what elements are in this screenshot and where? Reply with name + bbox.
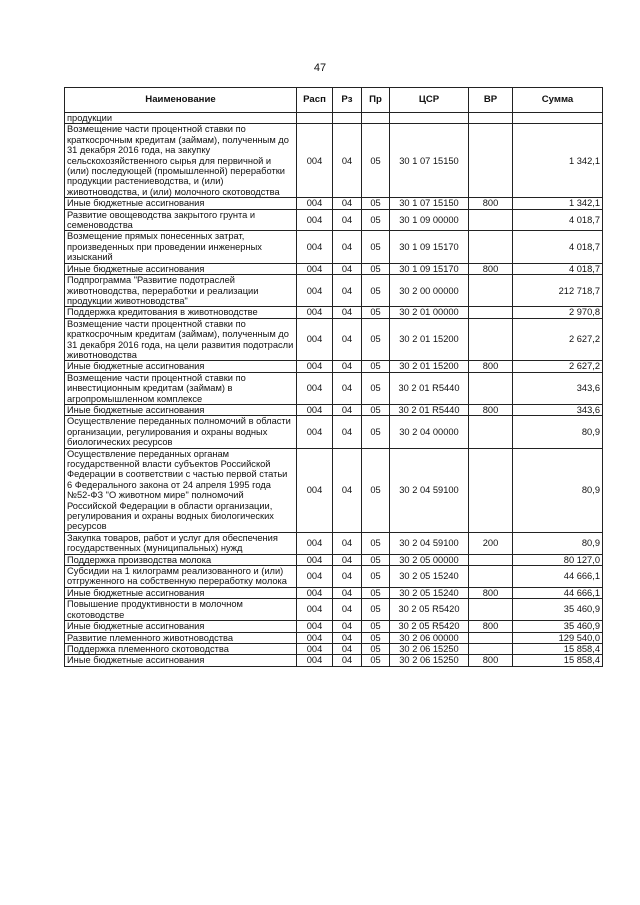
row-rz: 04: [333, 318, 362, 361]
row-rasp: 004: [297, 404, 333, 415]
row-rz: 04: [333, 532, 362, 554]
row-rz: 04: [333, 209, 362, 231]
row-name: Развитие племенного животноводства: [65, 632, 297, 643]
row-rasp: 004: [297, 587, 333, 598]
row-rasp: 004: [297, 566, 333, 588]
row-sum: 129 540,0: [513, 632, 603, 643]
row-sum: 2 627,2: [513, 361, 603, 372]
table-row: [65, 554, 603, 565]
table-header-row: [65, 88, 603, 113]
row-rasp: 004: [297, 361, 333, 372]
row-vr: [469, 318, 513, 361]
row-sum: 35 460,9: [513, 599, 603, 621]
row-sum: 80 127,0: [513, 554, 603, 565]
row-rz: 04: [333, 307, 362, 318]
row-name: Возмещение части процентной ставки по краткосрочным кредитам (займам), полученным до 31 декабря 2016 года, на закупку сельскохозяйственного сырья для первичной и (или) последующей (промышленной) переработки продукции растениеводства, и (или) животноводства, и (или) молочного скотоводства: [65, 124, 297, 198]
row-name: Иные бюджетные ассигнования: [65, 404, 297, 415]
table-row: [65, 113, 603, 124]
row-rz: 04: [333, 554, 362, 565]
row-rz: 04: [333, 231, 362, 263]
table-row: [65, 655, 603, 666]
row-csr: 30 2 06 15250: [390, 655, 469, 666]
row-pr: 05: [362, 632, 390, 643]
row-rz: [333, 113, 362, 124]
row-rasp: 004: [297, 372, 333, 404]
row-vr: [469, 307, 513, 318]
row-rasp: 004: [297, 554, 333, 565]
row-vr: [469, 416, 513, 448]
row-sum: 343,6: [513, 404, 603, 415]
row-rz: 04: [333, 275, 362, 307]
row-sum: 80,9: [513, 532, 603, 554]
table-row: [65, 621, 603, 632]
table-row: [65, 307, 603, 318]
row-rasp: 004: [297, 448, 333, 532]
table-row: [65, 124, 603, 198]
row-name: Поддержка племенного скотоводства: [65, 643, 297, 654]
row-sum: 4 018,7: [513, 231, 603, 263]
row-rz: 04: [333, 372, 362, 404]
row-pr: 05: [362, 416, 390, 448]
row-pr: 05: [362, 318, 390, 361]
row-csr: 30 2 01 15200: [390, 318, 469, 361]
row-vr: 800: [469, 587, 513, 598]
row-vr: 800: [469, 361, 513, 372]
row-pr: 05: [362, 554, 390, 565]
row-sum: 2 627,2: [513, 318, 603, 361]
row-sum: 35 460,9: [513, 621, 603, 632]
header-vr: ВР: [469, 88, 513, 113]
row-pr: 05: [362, 231, 390, 263]
header-pr: Пр: [362, 88, 390, 113]
row-rasp: 004: [297, 632, 333, 643]
row-csr: [390, 113, 469, 124]
row-vr: [469, 372, 513, 404]
row-csr: 30 2 04 00000: [390, 416, 469, 448]
row-rasp: 004: [297, 307, 333, 318]
row-csr: 30 2 06 15250: [390, 643, 469, 654]
row-pr: 05: [362, 448, 390, 532]
row-csr: 30 2 00 00000: [390, 275, 469, 307]
row-csr: 30 2 04 59100: [390, 448, 469, 532]
row-pr: 05: [362, 361, 390, 372]
row-rasp: 004: [297, 655, 333, 666]
row-name: Осуществление переданных органам государственной власти субъектов Российской Федерации в соответствии с частью первой статьи 6 Федерального закона от 24 апреля 1995 года №52-ФЗ "О животном мире" полномочий Российской Федерации в области организации, регулирования и охраны водных биологических ресурсов: [65, 448, 297, 532]
row-sum: 2 970,8: [513, 307, 603, 318]
row-name: Развитие овощеводства закрытого грунта и семеноводства: [65, 209, 297, 231]
row-rasp: 004: [297, 209, 333, 231]
row-name: Закупка товаров, работ и услуг для обеспечения государственных (муниципальных) нужд: [65, 532, 297, 554]
row-rz: 04: [333, 361, 362, 372]
row-rz: 04: [333, 198, 362, 209]
row-pr: 05: [362, 532, 390, 554]
row-sum: 212 718,7: [513, 275, 603, 307]
row-rasp: 004: [297, 198, 333, 209]
row-sum: 4 018,7: [513, 263, 603, 274]
row-csr: 30 1 09 15170: [390, 231, 469, 263]
row-vr: 800: [469, 263, 513, 274]
row-pr: 05: [362, 372, 390, 404]
row-csr: 30 2 05 15240: [390, 566, 469, 588]
row-name: Повышение продуктивности в молочном скотоводстве: [65, 599, 297, 621]
row-vr: [469, 275, 513, 307]
row-csr: 30 1 07 15150: [390, 124, 469, 198]
row-vr: [469, 231, 513, 263]
row-pr: 05: [362, 198, 390, 209]
row-rz: 04: [333, 416, 362, 448]
row-csr: 30 2 04 59100: [390, 532, 469, 554]
row-vr: [469, 209, 513, 231]
row-pr: 05: [362, 307, 390, 318]
table-row: [65, 318, 603, 361]
table-body: [65, 113, 603, 667]
row-rz: 04: [333, 587, 362, 598]
row-rz: 04: [333, 655, 362, 666]
row-vr: [469, 599, 513, 621]
row-csr: 30 2 01 R5440: [390, 404, 469, 415]
row-rz: 04: [333, 124, 362, 198]
row-sum: 15 858,4: [513, 643, 603, 654]
table-row: [65, 416, 603, 448]
row-rasp: [297, 113, 333, 124]
row-name: Поддержка производства молока: [65, 554, 297, 565]
row-vr: 800: [469, 655, 513, 666]
row-csr: 30 2 05 00000: [390, 554, 469, 565]
row-rz: 04: [333, 632, 362, 643]
table-row: [65, 587, 603, 598]
page-number: 47: [313, 62, 327, 74]
row-rz: 04: [333, 263, 362, 274]
row-rasp: 004: [297, 124, 333, 198]
row-rasp: 004: [297, 231, 333, 263]
row-rasp: 004: [297, 532, 333, 554]
row-rasp: 004: [297, 621, 333, 632]
row-rasp: 004: [297, 263, 333, 274]
row-sum: [513, 113, 603, 124]
row-vr: [469, 554, 513, 565]
row-vr: [469, 113, 513, 124]
row-pr: [362, 113, 390, 124]
row-rz: 04: [333, 599, 362, 621]
row-name: Подпрограмма "Развитие подотраслей животноводства, переработки и реализации продукции животноводства": [65, 275, 297, 307]
row-pr: 05: [362, 587, 390, 598]
table-row: [65, 263, 603, 274]
row-vr: [469, 566, 513, 588]
row-rz: 04: [333, 566, 362, 588]
row-name: Иные бюджетные ассигнования: [65, 621, 297, 632]
table-row: [65, 275, 603, 307]
header-rasp: Расп: [297, 88, 333, 113]
row-sum: 44 666,1: [513, 566, 603, 588]
row-pr: 05: [362, 643, 390, 654]
row-pr: 05: [362, 655, 390, 666]
table-row: [65, 231, 603, 263]
row-csr: 30 1 09 15170: [390, 263, 469, 274]
row-name: Возмещение части процентной ставки по краткосрочным кредитам (займам), полученным до 31 декабря 2016 года, на цели развития подотрасли животноводства: [65, 318, 297, 361]
row-pr: 05: [362, 404, 390, 415]
row-name: Иные бюджетные ассигнования: [65, 198, 297, 209]
row-csr: 30 2 01 00000: [390, 307, 469, 318]
row-pr: 05: [362, 275, 390, 307]
table-row: [65, 198, 603, 209]
row-sum: 1 342,1: [513, 124, 603, 198]
row-csr: 30 1 09 00000: [390, 209, 469, 231]
row-rz: 04: [333, 448, 362, 532]
row-pr: 05: [362, 621, 390, 632]
row-vr: 200: [469, 532, 513, 554]
header-name: Наименование: [65, 88, 297, 113]
row-csr: 30 2 05 R5420: [390, 599, 469, 621]
row-sum: 343,6: [513, 372, 603, 404]
table-row: [65, 532, 603, 554]
table-row: [65, 643, 603, 654]
row-sum: 44 666,1: [513, 587, 603, 598]
row-vr: 800: [469, 404, 513, 415]
row-name: Возмещение прямых понесенных затрат, произведенных при проведении инженерных изысканий: [65, 231, 297, 263]
table-row: [65, 372, 603, 404]
row-pr: 05: [362, 599, 390, 621]
row-vr: 800: [469, 198, 513, 209]
table-row: [65, 599, 603, 621]
row-csr: 30 2 01 15200: [390, 361, 469, 372]
row-pr: 05: [362, 263, 390, 274]
row-vr: [469, 643, 513, 654]
row-rasp: 004: [297, 416, 333, 448]
row-csr: 30 2 05 R5420: [390, 621, 469, 632]
row-rz: 04: [333, 404, 362, 415]
row-name: Субсидии на 1 килограмм реализованного и (или) отгруженного на собственную переработку молока: [65, 566, 297, 588]
header-rz: Рз: [333, 88, 362, 113]
table-row: [65, 632, 603, 643]
table-row: [65, 209, 603, 231]
row-sum: 15 858,4: [513, 655, 603, 666]
row-vr: [469, 448, 513, 532]
row-name: Поддержка кредитования в животноводстве: [65, 307, 297, 318]
budget-table: [64, 87, 603, 667]
row-name: Иные бюджетные ассигнования: [65, 263, 297, 274]
row-csr: 30 2 01 R5440: [390, 372, 469, 404]
row-name: продукции: [65, 113, 297, 124]
row-rasp: 004: [297, 318, 333, 361]
row-name: Иные бюджетные ассигнования: [65, 587, 297, 598]
header-sum: Сумма: [513, 88, 603, 113]
row-pr: 05: [362, 209, 390, 231]
table-row: [65, 566, 603, 588]
row-pr: 05: [362, 124, 390, 198]
row-vr: [469, 124, 513, 198]
row-sum: 80,9: [513, 416, 603, 448]
table-row: [65, 448, 603, 532]
row-sum: 80,9: [513, 448, 603, 532]
row-sum: 1 342,1: [513, 198, 603, 209]
row-sum: 4 018,7: [513, 209, 603, 231]
table-row: [65, 404, 603, 415]
row-csr: 30 1 07 15150: [390, 198, 469, 209]
row-vr: 800: [469, 621, 513, 632]
row-rasp: 004: [297, 643, 333, 654]
row-rasp: 004: [297, 275, 333, 307]
row-rasp: 004: [297, 599, 333, 621]
row-csr: 30 2 05 15240: [390, 587, 469, 598]
row-vr: [469, 632, 513, 643]
header-csr: ЦСР: [390, 88, 469, 113]
row-csr: 30 2 06 00000: [390, 632, 469, 643]
row-name: Возмещение части процентной ставки по инвестиционным кредитам (займам) в агропромышленном комплексе: [65, 372, 297, 404]
row-name: Иные бюджетные ассигнования: [65, 361, 297, 372]
row-rz: 04: [333, 621, 362, 632]
row-name: Осуществление переданных полномочий в области организации, регулирования и охраны водных биологических ресурсов: [65, 416, 297, 448]
row-name: Иные бюджетные ассигнования: [65, 655, 297, 666]
table-row: [65, 361, 603, 372]
row-rz: 04: [333, 643, 362, 654]
row-pr: 05: [362, 566, 390, 588]
